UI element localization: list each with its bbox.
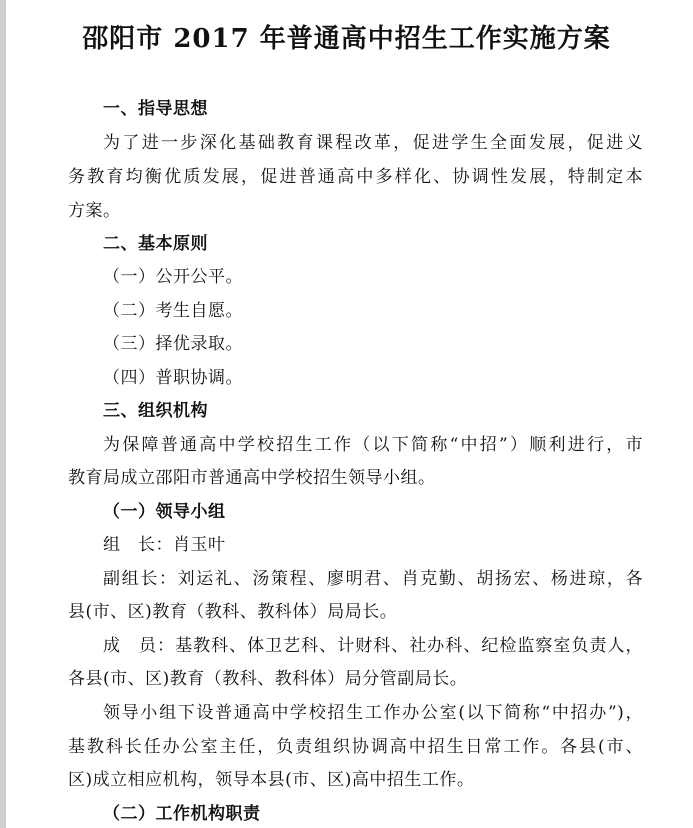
section-heading-1: 一、指导思想 [103, 99, 208, 119]
paragraph-line: 务教育均衡优质发展，促进普通高中多样化、协调性发展，特制定本 [68, 167, 643, 187]
principle-item: （三）择优录取。 [103, 334, 243, 354]
principle-item: （四）普职协调。 [103, 368, 243, 388]
paragraph-line: 基教科长任办公室主任，负责组织协调高中招生日常工作。各县(市、 [68, 737, 643, 757]
principle-item: （一）公开公平。 [103, 267, 243, 287]
paragraph-line: 为保障普通高中学校招生工作（以下简称“中招”）顺利进行，市 [103, 435, 643, 455]
paragraph-line: 为了进一步深化基础教育课程改革，促进学生全面发展，促进义 [103, 133, 643, 153]
paragraph-line: 方案。 [68, 201, 121, 221]
principle-item: （二）考生自愿。 [103, 301, 243, 321]
paragraph-line: 教育局成立邵阳市普通高中学校招生领导小组。 [68, 468, 436, 488]
member-line: 各县(市、区)教育（教科、教科体）局分管副局长。 [68, 669, 468, 689]
paragraph-line: 区)成立相应机构，领导本县(市、区)高中招生工作。 [68, 770, 475, 790]
section-heading-3: 三、组织机构 [103, 401, 208, 421]
leader-line: 组 长：肖玉叶 [103, 535, 226, 555]
deputy-line: 副组长：刘运礼、汤策程、廖明君、肖克勤、胡扬宏、杨进琼，各 [103, 569, 643, 589]
document-title: 邵阳市 2017 年普通高中招生工作实施方案 [82, 24, 611, 54]
paragraph-line: 领导小组下设普通高中学校招生工作办公室(以下简称“中招办”)， [103, 703, 643, 723]
member-line: 成 员：基教科、体卫艺科、计财科、社办科、纪检监察室负责人， [103, 636, 643, 656]
subsection-heading: （二）工作机构职责 [103, 804, 261, 824]
deputy-line: 县(市、区)教育（教科、教科体）局局长。 [68, 602, 398, 622]
section-heading-2: 二、基本原则 [103, 234, 208, 254]
page-edge [0, 0, 6, 828]
subsection-heading: （一）领导小组 [103, 502, 226, 522]
